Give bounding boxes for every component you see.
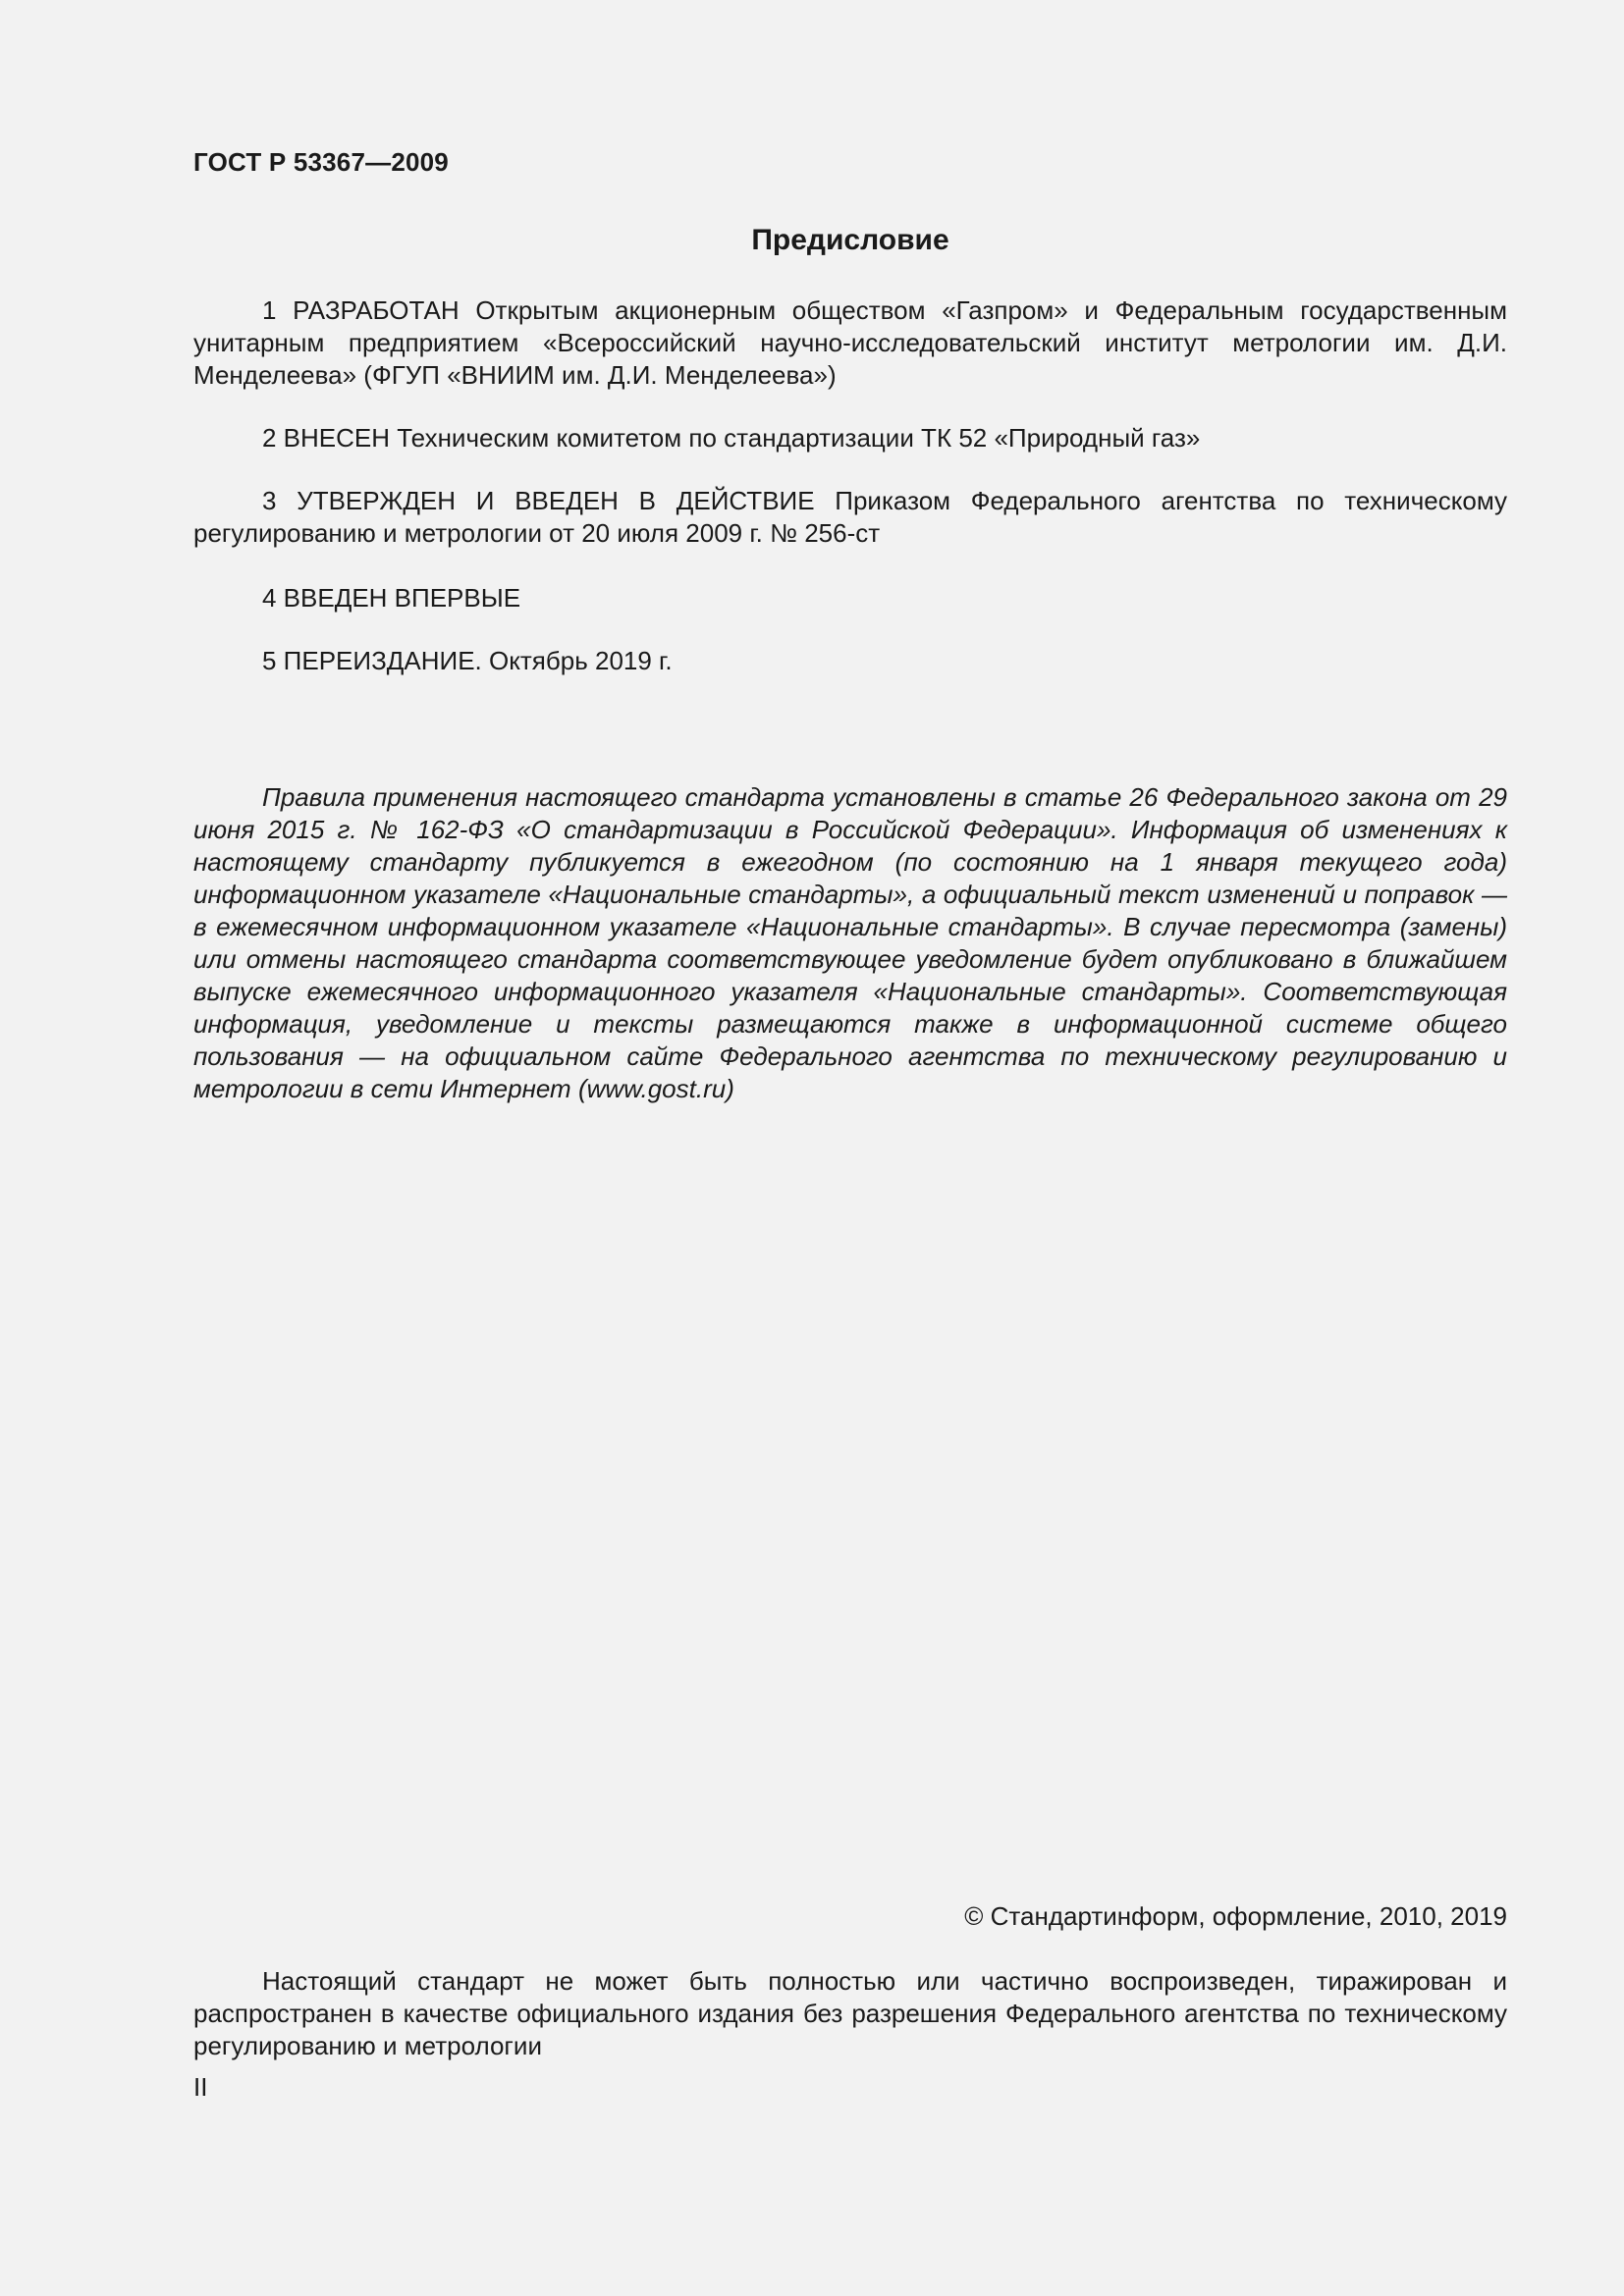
foreword-item-1: 1 РАЗРАБОТАН Открытым акционерным обществом «Газпром» и Федеральным государственным унитарным предприятием «Всероссийский научно-исследовательский институт метрологии им. Д.И. Менделеева» (ФГУП «ВНИИМ им. Д.И. Менделеева»): [193, 295, 1507, 390]
foreword-item-5: 5 ПЕРЕИЗДАНИЕ. Октябрь 2019 г.: [262, 646, 673, 675]
application-rules-notice: Правила применения настоящего стандарта установлены в статье 26 Федерального закона от 29 июня 2015 г. № 162-ФЗ «О стандартизации в Российской Федерации». Информация об изменениях к настоящему стандарту публикуется в ежегодном (по состоянию на 1 января текущего года) информационном указателе «Национальные стандарты», а официальный текст изменений и поправок — в ежемесячном информационном указателе «Национальные стандарты». В случае пересмотра (замены) или отмены настоящего стандарта соответствующее уведомление будет опубликовано в ближайшем выпуске ежемесячного информационного указателя «Национальные стандарты». Соответствующая информация, уведомление и тексты размещаются также в информационной системе общего пользования — на официальном сайте Федерального агентства по техническому регулированию и метрологии в сети Интернет (www.gost.ru): [193, 782, 1507, 1103]
foreword-item-4: 4 ВВЕДЕН ВПЕРВЫЕ: [262, 583, 521, 613]
reproduction-notice: Настоящий стандарт не может быть полностью или частично воспроизведен, тиражирован и распространен в качестве официального издания без разрешения Федерального агентства по техническому регулированию и метрологии: [193, 1966, 1507, 2060]
document-code: ГОСТ Р 53367—2009: [193, 147, 449, 177]
foreword-item-3: 3 УТВЕРЖДЕН И ВВЕДЕН В ДЕЙСТВИЕ Приказом Федерального агентства по техническому регулированию и метрологии от 20 июля 2009 г. № 256-ст: [193, 486, 1507, 548]
foreword-item-2: 2 ВНЕСЕН Техническим комитетом по стандартизации ТК 52 «Природный газ»: [262, 423, 1201, 453]
section-title: Предисловие: [751, 224, 949, 256]
page-number: II: [193, 2072, 208, 2102]
copyright-notice: © Стандартинформ, оформление, 2010, 2019: [964, 1901, 1507, 1931]
